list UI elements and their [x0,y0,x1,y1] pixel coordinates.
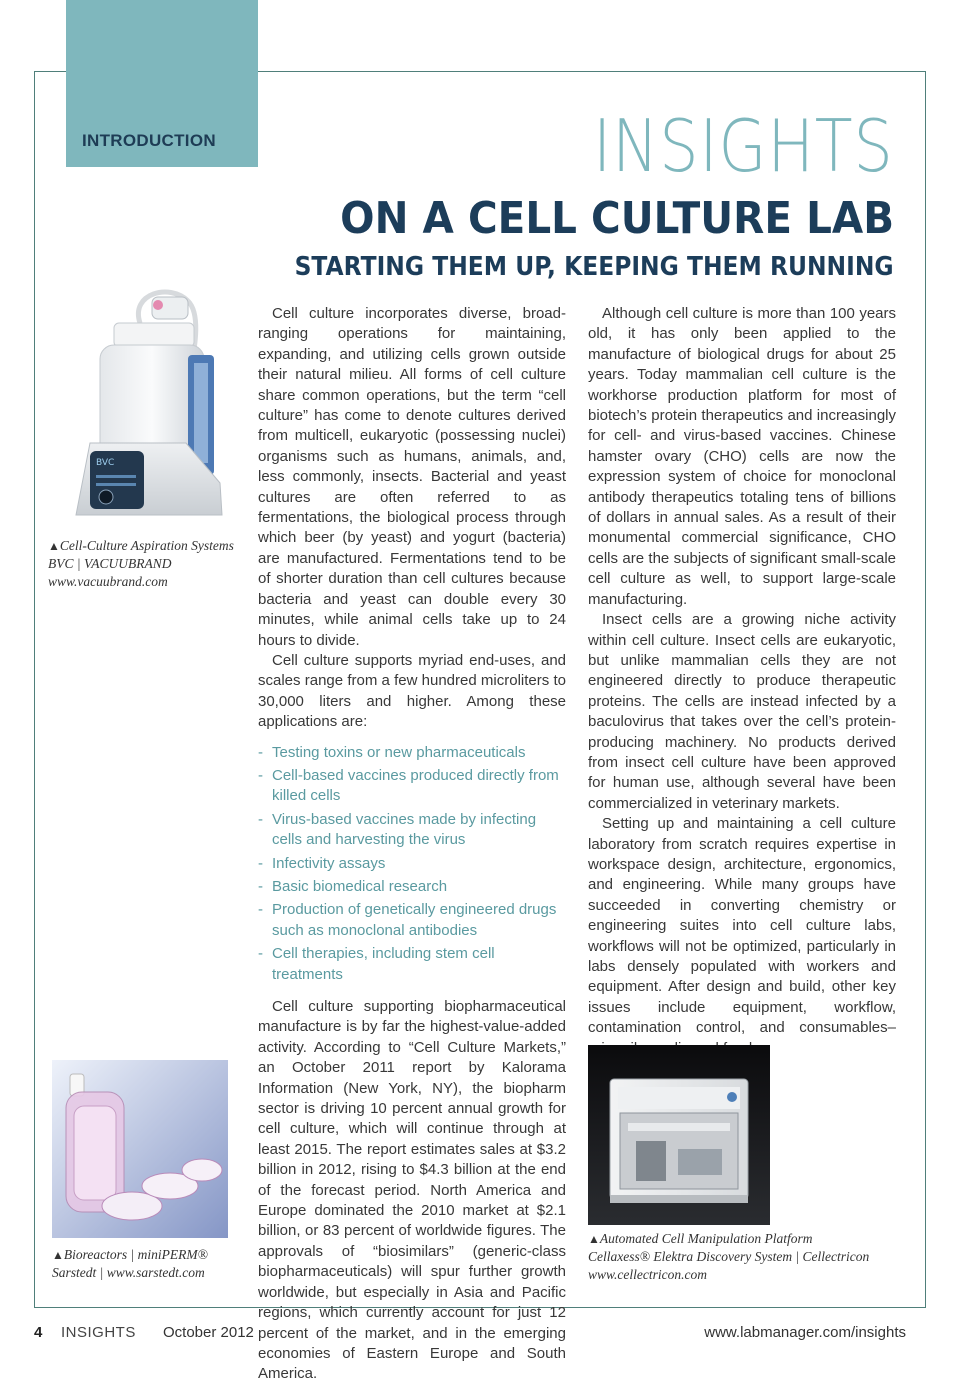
automated-platform-image [588,1045,770,1225]
caret-up-icon: ▲ [588,1232,600,1246]
list-item: - Cell therapies, including stem cell treatments [258,944,566,985]
caret-up-icon: ▲ [48,539,60,553]
paragraph: Cell culture supports myriad end-uses, and scales range from a few hundred microliters to 30,000 liters and higher. Among these applications are: [258,651,566,731]
caret-up-icon: ▲ [52,1248,64,1262]
caption-aspiration-line3: www.vacuubrand.com [48,574,168,589]
caption-aspiration-line1: Cell-Culture Aspiration Systems [59,538,234,553]
caption-platform-line1: Automated Cell Manipulation Platform [599,1231,813,1246]
list-item: - Virus-based vaccines made by infecting cells and harvesting the virus [258,810,566,851]
article-column-1 [258,304,566,1385]
publication-name: INSIGHTS [61,1324,136,1341]
paragraph: Setting up and maintaining a cell culture laboratory from scratch requires expertise in workspace design, architecture, ergonomics, and engineering. While many groups have succeeded in converting chemistry or engineering suites into cell culture labs, workflows will not be optimized, particularly in labs densely populated with workers and equipment. After design and build, other key issues include equipment, workflow, contamination control, and consumables– [588,815,896,1037]
aspiration-system-image [70,283,236,533]
caption-platform [588,1230,888,1284]
paragraph: Cell culture supporting biopharmaceutical manufacture is by far the highest-value-added activity. According to “Cell Culture Markets,” an October 2011 report by Kalorama Information (New York, NY), the biopharm sector is driving 10 percent annual growth for cell culture, which will continue through at least 2015. The report estimates sales at $3.2 billion in 2012, rising to $4.3 billion at the end of the forecast period. North America and Europe dominated the 2010 market at $2.1 billion, or 83 percent of worldwide figures. The approvals of “biosimilars” (generic-class biopharmaceuticals) will spur further growth worldwide, but especially in Asia and Pacific regions, which currently account for just 12 percent of the market, and in the emerging economies of Eastern Europe and South America. [258,998,566,1383]
headline-tagline: STARTING THEM UP, KEEPING THEM RUNNING [294,252,894,282]
list-item: - Testing toxins or new pharmaceuticals [258,743,566,763]
caption-bioreactors-line2: Sarstedt | www.sarstedt.com [52,1265,205,1280]
applications-list [258,743,566,985]
headline-main: INSIGHTS [593,104,894,188]
caption-platform-line2: Cellaxess® Elektra Discovery System | Cellectricon [588,1249,870,1264]
section-tab [66,0,258,167]
paragraph: Although cell culture is more than 100 years old, it has only been applied to the manufacture of biological drugs for about 25 years. Today mammalian cell culture is the workhorse production platform for most of biotech’s protein therapeutics and increasingly for cell- and virus-based vaccines. Chinese hamster ovary (CHO) cells are now the expression system of choice for monoclonal antibody therapeutics totaling tens of billions of dollars in annual sales. As a result of their monumental commercial significance, CHO cells are the subjects of significant small-scale cell culture as well, to support large-scale manufacturing. [588,305,896,608]
caption-bioreactors [52,1246,252,1282]
device-logo-text: BVC [96,458,115,468]
caption-aspiration [48,537,248,591]
bioreactors-image [52,1060,228,1238]
paragraph: Insect cells are a growing niche activity within cell culture. Insect cells are eukaryotic, but unlike mammalian cells they are not engineered directly to produce therapeutic proteins. The cells are instead infected by a baculovirus that takes over the cell’s protein-producing machinery. No products derived from insect cell culture have been approved for human use, although several have been commercialized in veterinary markets. [588,611,896,812]
list-item: - Basic biomedical research [258,877,566,897]
caption-bioreactors-line1: Bioreactors | miniPERM® [63,1247,208,1262]
headline-sub: ON A CELL CULTURE LAB [340,193,894,244]
caption-aspiration-line2: BVC | VACUUBRAND [48,556,172,571]
page-number: 4 [34,1324,43,1341]
paragraph: Cell culture incorporates diverse, broad-ranging operations for maintaining, expanding, and utilizing cells grown outside their natural milieu. All forms of cell culture share common operations, but the term “cell culture” has come to denote cultures derived from multicell, eukaryotic (possessing nuclei) organisms such as humans, animals, and, less commonly, insects. Bacterial and yeast cultures are often referred to as fermentations, the biological process through which beer (by yeast) and yogurt (bacteria) are manufactured. Fermentations tend to be of shorter duration than cell cultures because bacteria and yeast can double every 30 minutes, while animal cells take up to 24 hours to divide. [258,305,566,649]
list-item: - Cell-based vaccines produced directly from killed cells [258,766,566,807]
issue-date: October 2012 [163,1324,254,1341]
list-item: - Infectivity assays [258,854,566,874]
list-item: - Production of genetically engineered drugs such as monoclonal antibodies [258,900,566,941]
footer-url-link[interactable]: www.labmanager.com/insights [704,1324,906,1341]
article-column-2 [588,304,896,1059]
section-tab-label: INTRODUCTION [82,131,216,150]
caption-platform-line3: www.cellectricon.com [588,1267,707,1282]
